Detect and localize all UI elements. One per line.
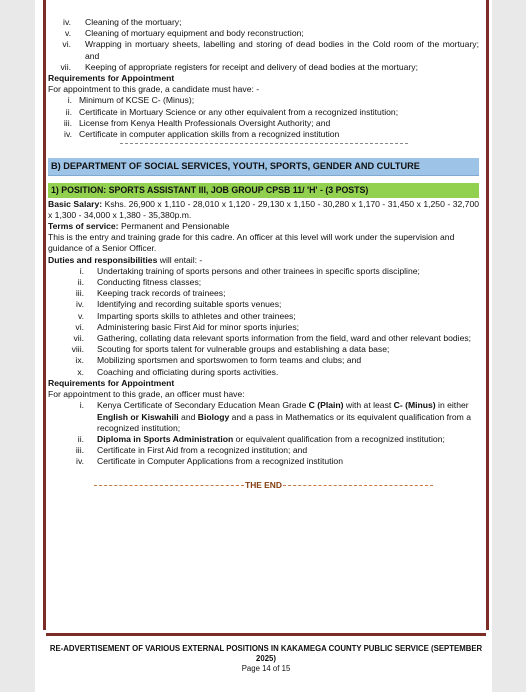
- duties-list: [48, 266, 479, 378]
- department-heading: B) DEPARTMENT OF SOCIAL SERVICES, YOUTH, SPORTS, GENDER AND CULTURE: [48, 158, 479, 176]
- page-footer: [46, 644, 486, 674]
- list-item: ii. Conducting fitness classes;: [77, 277, 202, 288]
- list-item: vii. Gathering, collating data relevant sports information from the field, ward and other relevant bodies;: [73, 333, 472, 344]
- list-item: iii. License from Kenya Health Professionals Oversight Authority; and: [63, 117, 331, 128]
- list-item: iv. Certificate in computer application skills from a recognized institution: [64, 129, 340, 140]
- the-end-marker: THE END: [48, 480, 479, 491]
- list-item: iii. Keeping track records of trainees;: [75, 288, 226, 299]
- section-divider: [120, 143, 408, 144]
- list-item: iv. Identifying and recording suitable sports venues;: [76, 299, 282, 310]
- requirements-list: [48, 95, 479, 140]
- list-item: i. Kenya Certificate of Secondary Education Mean Grade C (Plain) with at least C- (Minus) in either English or Kiswahili and Biology and a pass in Mathematics or its equivalent qualification from a recognized institution;: [79, 400, 472, 433]
- requirements-heading: Requirements for Appointment: [48, 377, 175, 388]
- page-content: [48, 17, 479, 491]
- page-number: Page 14 of 15: [241, 664, 291, 673]
- list-item: ii. Certificate in Mortuary Science or any other equivalent from a recognized institution;: [65, 106, 399, 117]
- list-item: vi. Administering basic First Aid for minor sports injuries;: [75, 321, 300, 332]
- list-item: iv. Cleaning of the mortuary;: [63, 17, 182, 27]
- list-item: ix. Mobilizing sportsmen and sportswomen to form teams and clubs; and: [75, 355, 362, 366]
- list-item: i. Minimum of KCSE C- (Minus);: [67, 95, 195, 106]
- position-heading: 1) POSITION: SPORTS ASSISTANT III, JOB GROUP CPSB 11/ 'H' - (3 POSTS): [48, 183, 479, 197]
- requirements-intro: For appointment to this grade, an officer must have:: [48, 389, 245, 400]
- list-item: iv. Certificate in Computer Applications from a recognized institution: [76, 456, 343, 467]
- mortuary-duties-list: [48, 17, 479, 73]
- requirements-intro: For appointment to this grade, a candidate must have: -: [48, 84, 260, 95]
- terms-of-service: Terms of service: Permanent and Pensionable: [48, 221, 230, 232]
- list-item: v. Imparting sports skills to athletes and other trainees;: [77, 310, 296, 321]
- list-item: vii. Keeping of appropriate registers for receipt and delivery of dead bodies at the mortuary;: [60, 61, 418, 72]
- duties-heading: Duties and responsibilities will entail: -: [48, 254, 203, 265]
- list-item: viii. Scouting for sports talent for vulnerable groups and establishing a data base;: [71, 344, 390, 355]
- list-item: i. Undertaking training of sports persons and other trainees in specific sports discipline;: [79, 265, 420, 276]
- requirements-list: [48, 400, 479, 467]
- footer-title: RE-ADVERTISEMENT OF VARIOUS EXTERNAL POSITIONS IN KAKAMEGA COUNTY PUBLIC SERVICE (SEPTEMBER 2025): [49, 644, 483, 663]
- document-page: [35, 0, 492, 692]
- entry-description: This is the entry and training grade for this cadre. An officer at this level will work under the supervision and guidance of a Senior Officer.: [48, 232, 455, 254]
- list-item: v. Cleaning of mortuary equipment and body reconstruction;: [64, 28, 304, 39]
- list-item: ii. Diploma in Sports Administration or equivalent qualification from a recognized institution;: [77, 433, 445, 444]
- footer-rule: [46, 633, 486, 636]
- list-item: vi. Wrapping in mortuary sheets, labelling and storing of dead bodies in the Cold room of the mortuary; and: [62, 39, 479, 61]
- list-item: iii. Certificate in First Aid from a recognized institution; and: [75, 445, 308, 456]
- basic-salary: Basic Salary: Kshs. 26,900 x 1,110 - 28,010 x 1,120 - 29,130 x 1,150 - 30,280 x 1,170 - 31,450 x 1,250 - 32,700 x 1,300 - 34,000 x 1,380 - 35,380p.m.: [48, 198, 480, 220]
- list-item: x. Coaching and officiating during sports activities.: [77, 366, 279, 377]
- requirements-heading: Requirements for Appointment: [48, 73, 175, 84]
